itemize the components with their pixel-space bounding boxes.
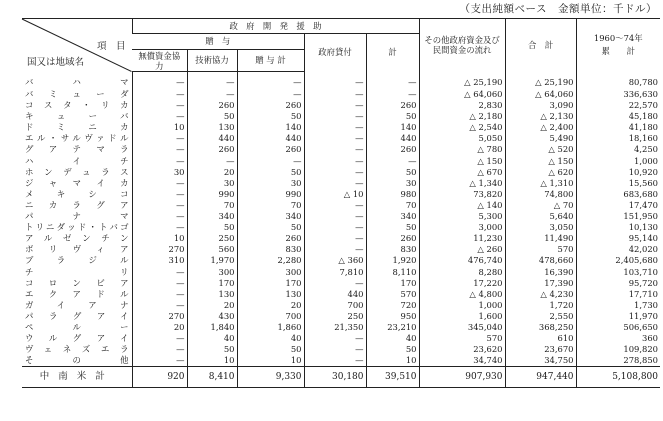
value-cell: △ 25,190 bbox=[505, 72, 576, 90]
value-cell: — bbox=[132, 278, 187, 289]
value-cell: — bbox=[132, 333, 187, 344]
value-cell: 45,180 bbox=[576, 111, 660, 122]
value-cell: 10 bbox=[132, 122, 187, 133]
header-oda: 政 府 開 発 援 助 bbox=[132, 19, 419, 34]
table-row bbox=[22, 300, 660, 311]
header-oda-total: 計 bbox=[366, 34, 419, 72]
value-cell: 16,390 bbox=[505, 267, 576, 278]
value-cell: — bbox=[304, 167, 366, 178]
header-region: 国又は地域名 bbox=[27, 56, 85, 68]
value-cell: — bbox=[132, 189, 187, 200]
value-cell: 830 bbox=[237, 244, 304, 255]
value-cell: 20 bbox=[132, 322, 187, 333]
value-cell: 270 bbox=[132, 311, 187, 322]
table-row bbox=[22, 100, 660, 111]
value-cell: — bbox=[366, 156, 419, 167]
value-cell: 1,000 bbox=[576, 156, 660, 167]
value-cell: 270 bbox=[132, 244, 187, 255]
value-cell: 11,490 bbox=[505, 233, 576, 244]
value-cell: 4,250 bbox=[576, 144, 660, 155]
header-cumulative-cell bbox=[576, 19, 660, 72]
value-cell: 1,840 bbox=[187, 322, 237, 333]
value-cell: 336,630 bbox=[576, 89, 660, 100]
country-name: バミューダ bbox=[25, 89, 129, 99]
value-cell: 170 bbox=[366, 278, 419, 289]
value-cell: — bbox=[132, 100, 187, 111]
value-cell: 368,250 bbox=[505, 322, 576, 333]
value-cell: 260 bbox=[237, 233, 304, 244]
value-cell: △ 4,800 bbox=[419, 289, 505, 300]
value-cell: 50 bbox=[366, 167, 419, 178]
value-cell: 1,000 bbox=[419, 300, 505, 311]
value-cell: — bbox=[304, 222, 366, 233]
value-cell: 11,970 bbox=[576, 311, 660, 322]
country-name: ヴェネズエラ bbox=[25, 344, 129, 355]
value-cell: 74,800 bbox=[505, 189, 576, 200]
country-name: バハマ bbox=[25, 76, 129, 87]
value-cell: — bbox=[237, 89, 304, 100]
value-cell: 506,650 bbox=[576, 322, 660, 333]
value-cell: — bbox=[132, 344, 187, 355]
value-cell: 21,350 bbox=[304, 322, 366, 333]
value-cell: 700 bbox=[304, 300, 366, 311]
value-cell: 41,180 bbox=[576, 122, 660, 133]
value-cell: 920 bbox=[132, 367, 187, 388]
value-cell: 340 bbox=[187, 211, 237, 222]
header-tech-coop: 技術協力 bbox=[187, 50, 237, 72]
value-cell: — bbox=[304, 122, 366, 133]
value-cell: — bbox=[132, 156, 187, 167]
value-cell: 80,780 bbox=[576, 72, 660, 90]
value-cell: — bbox=[132, 72, 187, 90]
country-name: ボリヴィア bbox=[25, 244, 129, 255]
table-row bbox=[22, 322, 660, 333]
value-cell: 1,730 bbox=[576, 300, 660, 311]
value-cell: 50 bbox=[237, 111, 304, 122]
value-cell: 20 bbox=[187, 300, 237, 311]
value-cell: 39,510 bbox=[366, 367, 419, 388]
table-row bbox=[22, 89, 660, 100]
value-cell: — bbox=[366, 89, 419, 100]
value-cell: 42,020 bbox=[576, 244, 660, 255]
value-cell: △ 64,060 bbox=[419, 89, 505, 100]
value-cell: 15,560 bbox=[576, 178, 660, 189]
value-cell: 10 bbox=[132, 233, 187, 244]
value-cell: — bbox=[132, 133, 187, 144]
country-name: コスタ・リカ bbox=[25, 100, 129, 111]
header-grant-total: 贈 与 計 bbox=[237, 50, 304, 72]
value-cell: 1,720 bbox=[505, 300, 576, 311]
value-cell: 10 bbox=[366, 355, 419, 367]
country-name: ブラジル bbox=[25, 255, 129, 266]
value-cell: — bbox=[237, 72, 304, 90]
value-cell: 10,130 bbox=[576, 222, 660, 233]
header-item: 項 目 bbox=[96, 41, 126, 52]
value-cell: 300 bbox=[237, 267, 304, 278]
value-cell: 95,720 bbox=[576, 278, 660, 289]
value-cell: 5,640 bbox=[505, 211, 576, 222]
table-row bbox=[22, 178, 660, 189]
value-cell: 340 bbox=[366, 211, 419, 222]
value-cell: 720 bbox=[366, 300, 419, 311]
value-cell: 947,440 bbox=[505, 367, 576, 388]
value-cell: 250 bbox=[304, 311, 366, 322]
value-cell: 103,710 bbox=[576, 267, 660, 278]
value-cell: 140 bbox=[237, 122, 304, 133]
value-cell: 50 bbox=[366, 344, 419, 355]
value-cell: 17,390 bbox=[505, 278, 576, 289]
value-cell: 683,680 bbox=[576, 189, 660, 200]
value-cell: — bbox=[304, 133, 366, 144]
value-cell: 340 bbox=[237, 211, 304, 222]
value-cell: 990 bbox=[187, 189, 237, 200]
value-cell: — bbox=[366, 72, 419, 90]
value-cell: △ 520 bbox=[505, 144, 576, 155]
value-cell: 2,405,680 bbox=[576, 255, 660, 266]
value-cell: — bbox=[304, 355, 366, 367]
value-cell: 5,108,800 bbox=[576, 367, 660, 388]
value-cell: △ 670 bbox=[419, 167, 505, 178]
value-cell: 570 bbox=[419, 333, 505, 344]
value-cell: — bbox=[187, 156, 237, 167]
value-cell: 478,660 bbox=[505, 255, 576, 266]
value-cell: — bbox=[132, 89, 187, 100]
table-row bbox=[22, 278, 660, 289]
value-cell: 11,230 bbox=[419, 233, 505, 244]
value-cell: 2,830 bbox=[419, 100, 505, 111]
value-cell: 30 bbox=[132, 167, 187, 178]
value-cell: △ 10 bbox=[304, 189, 366, 200]
value-cell: 40 bbox=[237, 333, 304, 344]
country-name: ジャマイカ bbox=[25, 177, 129, 188]
value-cell: 345,040 bbox=[419, 322, 505, 333]
value-cell: 260 bbox=[187, 144, 237, 155]
country-name: パナマ bbox=[25, 211, 129, 222]
value-cell: 8,410 bbox=[187, 367, 237, 388]
value-cell: 310 bbox=[132, 255, 187, 266]
table-row bbox=[22, 211, 660, 222]
country-name: ニカラグア bbox=[25, 199, 129, 210]
value-cell: 151,950 bbox=[576, 211, 660, 222]
value-cell: 30 bbox=[187, 178, 237, 189]
value-cell: — bbox=[304, 344, 366, 355]
value-cell: △ 25,190 bbox=[419, 72, 505, 90]
table-row bbox=[22, 333, 660, 344]
country-name: パラグアイ bbox=[25, 310, 129, 321]
header-grant-aid: 無償資金協 力 bbox=[132, 50, 187, 72]
value-cell: 260 bbox=[366, 100, 419, 111]
value-cell: 3,000 bbox=[419, 222, 505, 233]
value-cell: — bbox=[132, 178, 187, 189]
value-cell: 50 bbox=[187, 344, 237, 355]
value-cell: 1,860 bbox=[237, 322, 304, 333]
table-row bbox=[22, 200, 660, 211]
value-cell: — bbox=[132, 222, 187, 233]
table-row bbox=[22, 355, 660, 367]
value-cell: 50 bbox=[187, 111, 237, 122]
total-row bbox=[22, 367, 660, 388]
table-row bbox=[22, 156, 660, 167]
value-cell: 23,620 bbox=[419, 344, 505, 355]
header-grand-total: 合 計 bbox=[505, 19, 576, 72]
value-cell: 950 bbox=[366, 311, 419, 322]
value-cell: 260 bbox=[366, 144, 419, 155]
table-row bbox=[22, 344, 660, 355]
value-cell: 610 bbox=[505, 333, 576, 344]
value-cell: 830 bbox=[366, 244, 419, 255]
country-name: ガイアナ bbox=[25, 299, 129, 310]
header-cumulative: 累 計 bbox=[601, 46, 636, 57]
value-cell: 17,710 bbox=[576, 289, 660, 300]
table-header bbox=[22, 19, 660, 72]
value-cell: — bbox=[304, 89, 366, 100]
value-cell: △ 2,180 bbox=[419, 111, 505, 122]
value-cell: — bbox=[132, 355, 187, 367]
value-cell: 10 bbox=[187, 355, 237, 367]
value-cell: 5,050 bbox=[419, 133, 505, 144]
value-cell: △ 140 bbox=[419, 200, 505, 211]
value-cell: 23,210 bbox=[366, 322, 419, 333]
table-row bbox=[22, 311, 660, 322]
value-cell: 3,050 bbox=[505, 222, 576, 233]
value-cell: — bbox=[304, 278, 366, 289]
value-cell: 130 bbox=[187, 289, 237, 300]
value-cell: 10 bbox=[237, 355, 304, 367]
table-row bbox=[22, 244, 660, 255]
value-cell: 570 bbox=[505, 244, 576, 255]
country-name: 中南米計 bbox=[22, 367, 132, 388]
value-cell: △ 4,230 bbox=[505, 289, 576, 300]
value-cell: — bbox=[304, 72, 366, 90]
table-body bbox=[22, 72, 660, 388]
value-cell: — bbox=[237, 156, 304, 167]
value-cell: 20 bbox=[187, 167, 237, 178]
value-cell: 278,850 bbox=[576, 355, 660, 367]
value-cell: 990 bbox=[237, 189, 304, 200]
value-cell: 40 bbox=[366, 333, 419, 344]
header-diagonal-cell bbox=[22, 19, 132, 72]
value-cell: — bbox=[187, 89, 237, 100]
value-cell: △ 150 bbox=[419, 156, 505, 167]
value-cell: 140 bbox=[366, 122, 419, 133]
value-cell: 5,300 bbox=[419, 211, 505, 222]
value-cell: 700 bbox=[237, 311, 304, 322]
country-name: ペルー bbox=[25, 321, 129, 332]
value-cell: △ 2,130 bbox=[505, 111, 576, 122]
value-cell: — bbox=[132, 200, 187, 211]
value-cell: 22,570 bbox=[576, 100, 660, 111]
value-cell: 1,970 bbox=[187, 255, 237, 266]
value-cell: 260 bbox=[187, 100, 237, 111]
value-cell: 170 bbox=[237, 278, 304, 289]
country-name: エル・サルヴァドル bbox=[25, 133, 129, 144]
value-cell: 23,670 bbox=[505, 344, 576, 355]
aid-table bbox=[22, 18, 660, 388]
value-cell: — bbox=[304, 111, 366, 122]
value-cell: 7,810 bbox=[304, 267, 366, 278]
value-cell: — bbox=[132, 211, 187, 222]
header-loans: 政府貸付 bbox=[304, 34, 366, 72]
country-name: その他 bbox=[25, 355, 129, 366]
country-name: キューバ bbox=[25, 111, 129, 122]
table-row bbox=[22, 144, 660, 155]
value-cell: 50 bbox=[237, 167, 304, 178]
country-name: コロンビア bbox=[25, 277, 129, 288]
table-row bbox=[22, 222, 660, 233]
value-cell: — bbox=[304, 244, 366, 255]
value-cell: △ 2,400 bbox=[505, 122, 576, 133]
value-cell: — bbox=[132, 111, 187, 122]
country-name: アルゼンチン bbox=[25, 233, 129, 244]
value-cell: 570 bbox=[366, 289, 419, 300]
value-cell: △ 64,060 bbox=[505, 89, 576, 100]
value-cell: 260 bbox=[366, 233, 419, 244]
table-row bbox=[22, 255, 660, 266]
value-cell: 70 bbox=[366, 200, 419, 211]
value-cell: — bbox=[304, 178, 366, 189]
value-cell: — bbox=[304, 333, 366, 344]
value-cell: 20 bbox=[237, 300, 304, 311]
value-cell: 34,750 bbox=[505, 355, 576, 367]
table-row bbox=[22, 133, 660, 144]
value-cell: 30,180 bbox=[304, 367, 366, 388]
country-name: エクアドル bbox=[25, 288, 129, 299]
country-name: ハイチ bbox=[25, 155, 129, 166]
value-cell: — bbox=[304, 200, 366, 211]
value-cell: 1,920 bbox=[366, 255, 419, 266]
value-cell: 130 bbox=[237, 289, 304, 300]
value-cell: 17,220 bbox=[419, 278, 505, 289]
country-name: ホンデュラス bbox=[25, 166, 129, 177]
country-name: メキシコ bbox=[25, 188, 129, 199]
country-name: チリ bbox=[25, 266, 129, 277]
value-cell: 50 bbox=[366, 222, 419, 233]
value-cell: 440 bbox=[366, 133, 419, 144]
table-row bbox=[22, 122, 660, 133]
value-cell: 30 bbox=[237, 178, 304, 189]
value-cell: 50 bbox=[366, 111, 419, 122]
value-cell: 440 bbox=[304, 289, 366, 300]
value-cell: 40 bbox=[187, 333, 237, 344]
value-cell: △ 1,310 bbox=[505, 178, 576, 189]
value-cell: 70 bbox=[237, 200, 304, 211]
value-cell: △ 780 bbox=[419, 144, 505, 155]
value-cell: 440 bbox=[187, 133, 237, 144]
value-cell: 476,740 bbox=[419, 255, 505, 266]
country-name: トリニダッド・トバゴ bbox=[25, 222, 129, 233]
value-cell: 8,110 bbox=[366, 267, 419, 278]
header-cumulative-period: 1960～74年 bbox=[593, 33, 643, 44]
value-cell: △ 360 bbox=[304, 255, 366, 266]
table-row bbox=[22, 72, 660, 90]
value-cell: — bbox=[132, 144, 187, 155]
value-cell: — bbox=[132, 300, 187, 311]
value-cell: 18,160 bbox=[576, 133, 660, 144]
table-row bbox=[22, 267, 660, 278]
value-cell: △ 70 bbox=[505, 200, 576, 211]
value-cell: 70 bbox=[187, 200, 237, 211]
value-cell: 430 bbox=[187, 311, 237, 322]
table-row bbox=[22, 189, 660, 200]
value-cell: — bbox=[304, 156, 366, 167]
value-cell: 250 bbox=[187, 233, 237, 244]
value-cell: △ 1,340 bbox=[419, 178, 505, 189]
value-cell: 260 bbox=[237, 100, 304, 111]
value-cell: 17,470 bbox=[576, 200, 660, 211]
value-cell: △ 2,540 bbox=[419, 122, 505, 133]
value-cell: 440 bbox=[237, 133, 304, 144]
value-cell: 50 bbox=[237, 222, 304, 233]
value-cell: 8,280 bbox=[419, 267, 505, 278]
value-cell: 300 bbox=[187, 267, 237, 278]
table-row bbox=[22, 289, 660, 300]
unit-note: （支出純額ベース 金額単位：千ドル） bbox=[459, 3, 657, 15]
value-cell: 360 bbox=[576, 333, 660, 344]
value-cell: 3,090 bbox=[505, 100, 576, 111]
value-cell: 907,930 bbox=[419, 367, 505, 388]
value-cell: 560 bbox=[187, 244, 237, 255]
value-cell: 30 bbox=[366, 178, 419, 189]
table-row bbox=[22, 167, 660, 178]
value-cell: — bbox=[304, 144, 366, 155]
value-cell: — bbox=[187, 72, 237, 90]
value-cell: 10,920 bbox=[576, 167, 660, 178]
value-cell: — bbox=[304, 211, 366, 222]
value-cell: 260 bbox=[237, 144, 304, 155]
header-grant: 贈 与 bbox=[132, 34, 304, 50]
header-other-flows: その他政府資金及び民間資金の流れ bbox=[419, 19, 505, 72]
value-cell: — bbox=[304, 233, 366, 244]
value-cell: — bbox=[132, 267, 187, 278]
table-row bbox=[22, 111, 660, 122]
value-cell: 34,740 bbox=[419, 355, 505, 367]
value-cell: — bbox=[304, 100, 366, 111]
country-name: ドミニカ bbox=[25, 122, 129, 133]
value-cell: 50 bbox=[237, 344, 304, 355]
value-cell: 109,820 bbox=[576, 344, 660, 355]
country-name: ウルグアイ bbox=[25, 333, 129, 344]
value-cell: 9,330 bbox=[237, 367, 304, 388]
value-cell: 1,600 bbox=[419, 311, 505, 322]
country-name: グアテマラ bbox=[25, 144, 129, 155]
value-cell: 50 bbox=[187, 222, 237, 233]
value-cell: 130 bbox=[187, 122, 237, 133]
value-cell: 980 bbox=[366, 189, 419, 200]
table-row bbox=[22, 233, 660, 244]
value-cell: 170 bbox=[187, 278, 237, 289]
value-cell: — bbox=[132, 289, 187, 300]
value-cell: △ 620 bbox=[505, 167, 576, 178]
value-cell: △ 260 bbox=[419, 244, 505, 255]
value-cell: 2,550 bbox=[505, 311, 576, 322]
value-cell: 95,140 bbox=[576, 233, 660, 244]
value-cell: 73,820 bbox=[419, 189, 505, 200]
value-cell: 5,490 bbox=[505, 133, 576, 144]
value-cell: 2,280 bbox=[237, 255, 304, 266]
value-cell: △ 150 bbox=[505, 156, 576, 167]
